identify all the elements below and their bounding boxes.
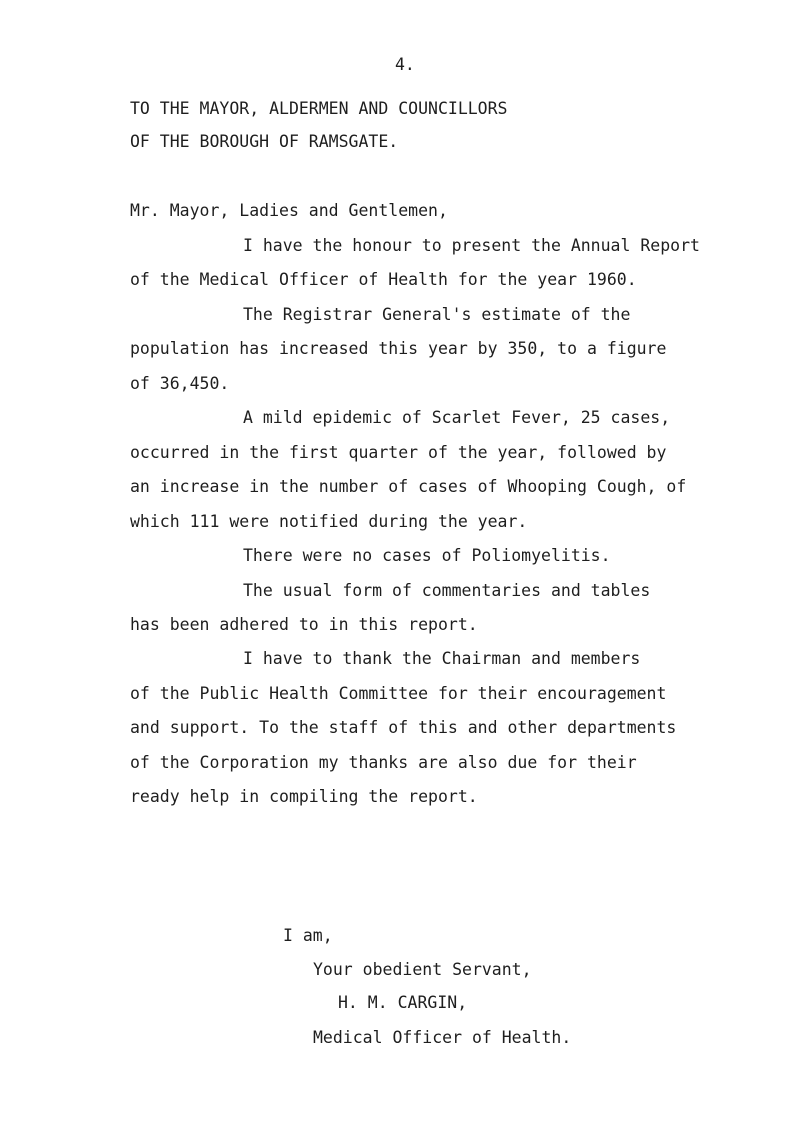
signatory-title: Medical Officer of Health. [313, 1028, 572, 1047]
closing-servant: Your obedient Servant, [313, 960, 532, 979]
body-line: and support. To the staff of this and other departments [130, 718, 677, 738]
signatory-name: H. M. CARGIN, [338, 993, 468, 1012]
body-line: of the Medical Officer of Health for the year 1960. [130, 270, 637, 290]
body-line: occurred in the first quarter of the year, followed by [130, 442, 667, 462]
body-line: of the Public Health Committee for their encouragement [130, 683, 667, 703]
salutation: Mr. Mayor, Ladies and Gentlemen, [130, 201, 448, 220]
body-line: has been adhered to in this report. [130, 614, 478, 634]
body-line: I have the honour to present the Annual Report [243, 236, 700, 255]
address-line-2: OF THE BOROUGH OF RAMSGATE. [130, 132, 399, 151]
body-line: ready help in compiling the report. [130, 787, 478, 807]
body-line: of 36,450. [130, 373, 230, 393]
body-line: an increase in the number of cases of Whooping Cough, of [130, 477, 687, 497]
body-line: I have to thank the Chairman and members [243, 649, 641, 669]
page-number: 4. [395, 55, 415, 74]
body-line: The usual form of commentaries and tables [243, 580, 651, 600]
body-line: of the Corporation my thanks are also due for their [130, 752, 637, 772]
body-line: There were no cases of Poliomyelitis. [243, 546, 611, 566]
body-line: The Registrar General's estimate of the [243, 304, 631, 324]
body-line: A mild epidemic of Scarlet Fever, 25 cases, [243, 408, 671, 428]
closing-i-am: I am, [283, 926, 333, 945]
body-line: population has increased this year by 350, to a figure [130, 339, 667, 359]
body-line: which 111 were notified during the year. [130, 511, 528, 531]
address-line-1: TO THE MAYOR, ALDERMEN AND COUNCILLORS [130, 99, 508, 118]
